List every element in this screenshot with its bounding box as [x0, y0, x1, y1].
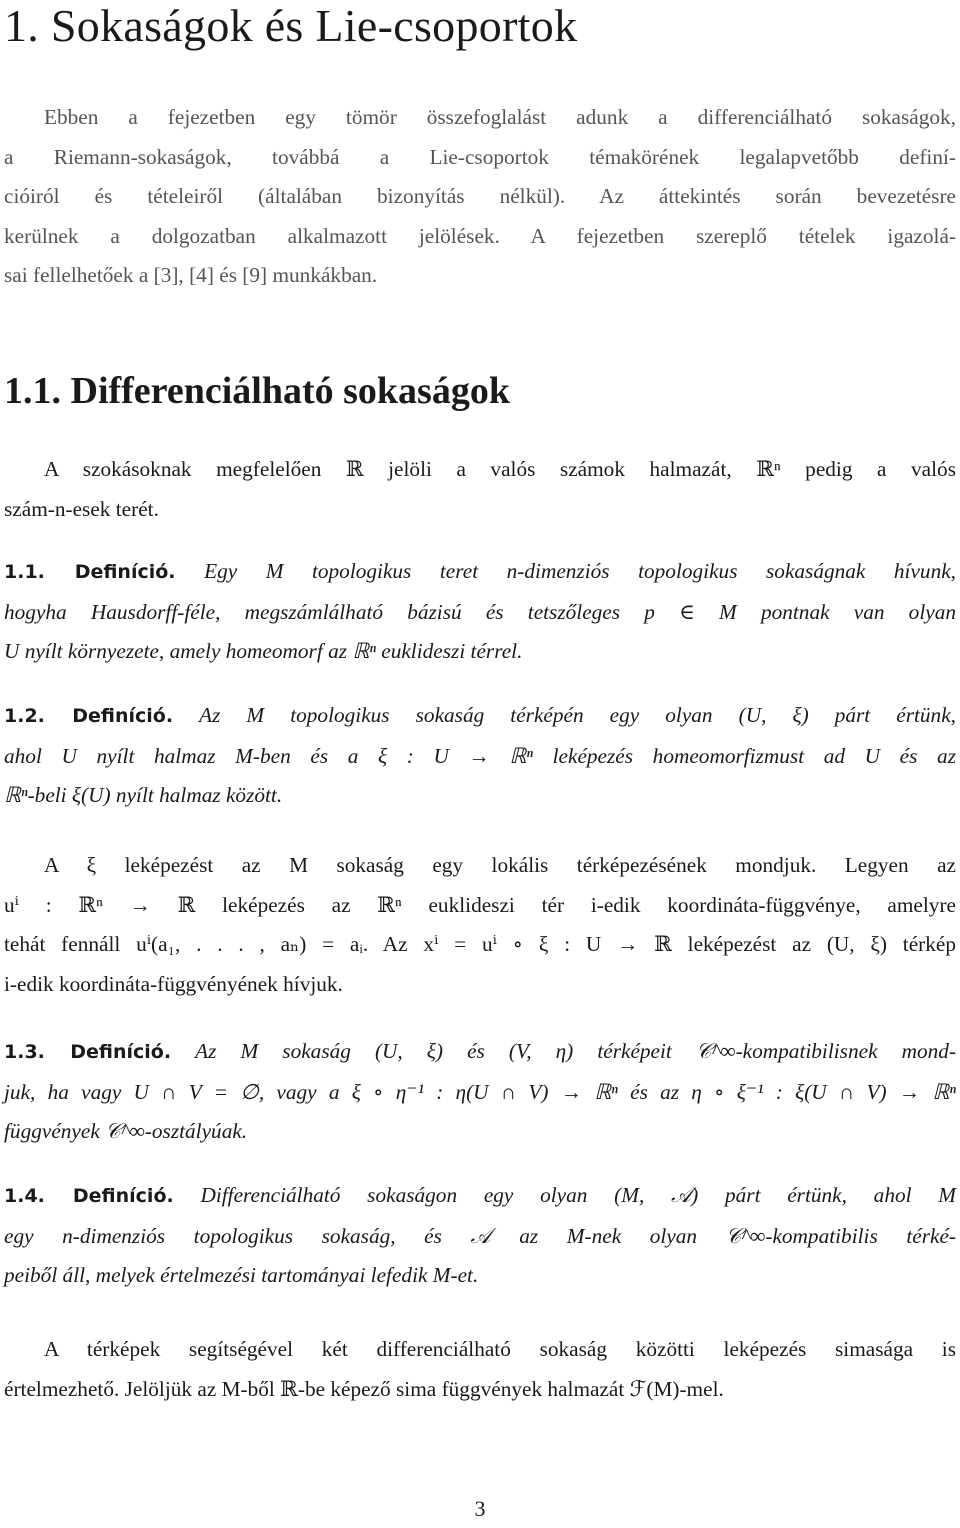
paragraph-line: uⁱ : ℝⁿ → ℝ leképezés az ℝⁿ euklideszi tér i-edik koordináta-függvénye, amelyre [4, 892, 956, 917]
paragraph-line: A térképek segítségével két differenciálható sokaság közötti leképezés simasága is [44, 1337, 956, 1361]
definition-2 [4, 696, 956, 816]
definition-first-line [4, 552, 956, 593]
chapter-title: 1. Sokaságok és Lie-csoportok [4, 0, 578, 51]
paragraph-line: A szokásoknak megfelelően ℝ jelöli a valós számok halmazát, ℝⁿ pedig a valós [44, 457, 956, 481]
intro-line: Ebben a fejezetben egy tömör összefoglalást adunk a differenciálható sokaságok, [44, 105, 956, 129]
definition-4 [4, 1176, 956, 1296]
definition-1 [4, 552, 956, 672]
intro-line: cióiról és tételeiről (általában bizonyítás nélkül). Az áttekintés során bevezetésre [4, 184, 956, 208]
definition-text: Differenciálható sokaságon egy olyan (M, 𝒜) párt értünk, ahol M [200, 1183, 957, 1207]
definition-text: Egy M topologikus teret n-dimenziós topologikus sokaságnak hívunk, [204, 559, 956, 583]
definition-label: 1.3. Definíció. [4, 1041, 172, 1063]
definition-line: juk, ha vagy U ∩ V = ∅, vagy a ξ ∘ η⁻¹ : η(U ∩ V) → ℝⁿ és az η ∘ ξ⁻¹ : ξ(U ∩ V) → ℝⁿ [4, 1079, 956, 1104]
definition-line: U nyílt környezete, amely homeomorf az ℝⁿ euklideszi térrel. [4, 639, 523, 663]
definition-line: függvények 𝒞^∞-osztályúak. [4, 1119, 248, 1143]
definition-line: egy n-dimenziós topologikus sokaság, és 𝒜 az M-nek olyan 𝒞^∞-kompatibilis térké- [4, 1223, 956, 1248]
page-number: 3 [474, 1496, 486, 1521]
paragraph-line: tehát fennáll uⁱ(a₁, . . . , aₙ) = aᵢ. Az xⁱ = uⁱ ∘ ξ : U → ℝ leképezést az (U, ξ) térkép [4, 932, 956, 956]
definition-text: Az M sokaság (U, ξ) és (V, η) térképeit 𝒞^∞-kompatibilisnek mond- [195, 1039, 956, 1063]
definition-first-line [4, 696, 956, 737]
definition-first-line [4, 1176, 956, 1217]
definition-label: 1.4. Definíció. [4, 1185, 174, 1207]
paragraph-2 [4, 846, 956, 1004]
definition-line: ℝⁿ-beli ξ(U) nyílt halmaz között. [4, 783, 283, 807]
intro-line: a Riemann-sokaságok, továbbá a Lie-csoportok témakörének legalapvetőbb definí- [4, 144, 956, 169]
definition-3 [4, 1032, 956, 1152]
section-title: 1.1. Differenciálható sokaságok [4, 370, 510, 412]
paragraph-line: értelmezhető. Jelöljük az M-ből ℝ-be képező sima függvények halmazát ℱ(M)-mel. [4, 1376, 724, 1401]
definition-line: ahol U nyílt halmaz M-ben és a ξ : U → ℝⁿ leképezés homeomorfizmust ad U és az [4, 743, 956, 768]
intro-line: kerülnek a dolgozatban alkalmazott jelölések. A fejezetben szereplő tételek igazolá- [4, 223, 956, 248]
definition-label: 1.1. Definíció. [4, 561, 176, 583]
definition-line: peiből áll, melyek értelmezési tartományai lefedik M-et. [4, 1263, 479, 1287]
paragraph-line: i-edik koordináta-függvényének hívjuk. [4, 971, 343, 996]
definition-text: Az M topologikus sokaság térképén egy olyan (U, ξ) párt értünk, [199, 703, 956, 727]
paragraph-3 [4, 1330, 956, 1409]
intro-paragraph [4, 98, 956, 296]
definition-label: 1.2. Definíció. [4, 705, 174, 727]
definition-first-line [4, 1032, 956, 1073]
intro-line: sai fellelhetőek a [3], [4] és [9] munkákban. [4, 263, 378, 287]
paragraph-line: A ξ leképezést az M sokaság egy lokális térképezésének mondjuk. Legyen az [44, 853, 956, 877]
definition-line: hogyha Hausdorff-féle, megszámlálható bázisú és tetszőleges p ∈ M pontnak van olyan [4, 599, 956, 624]
paragraph-1 [4, 450, 956, 529]
paragraph-line: szám-n-esek terét. [4, 496, 159, 521]
